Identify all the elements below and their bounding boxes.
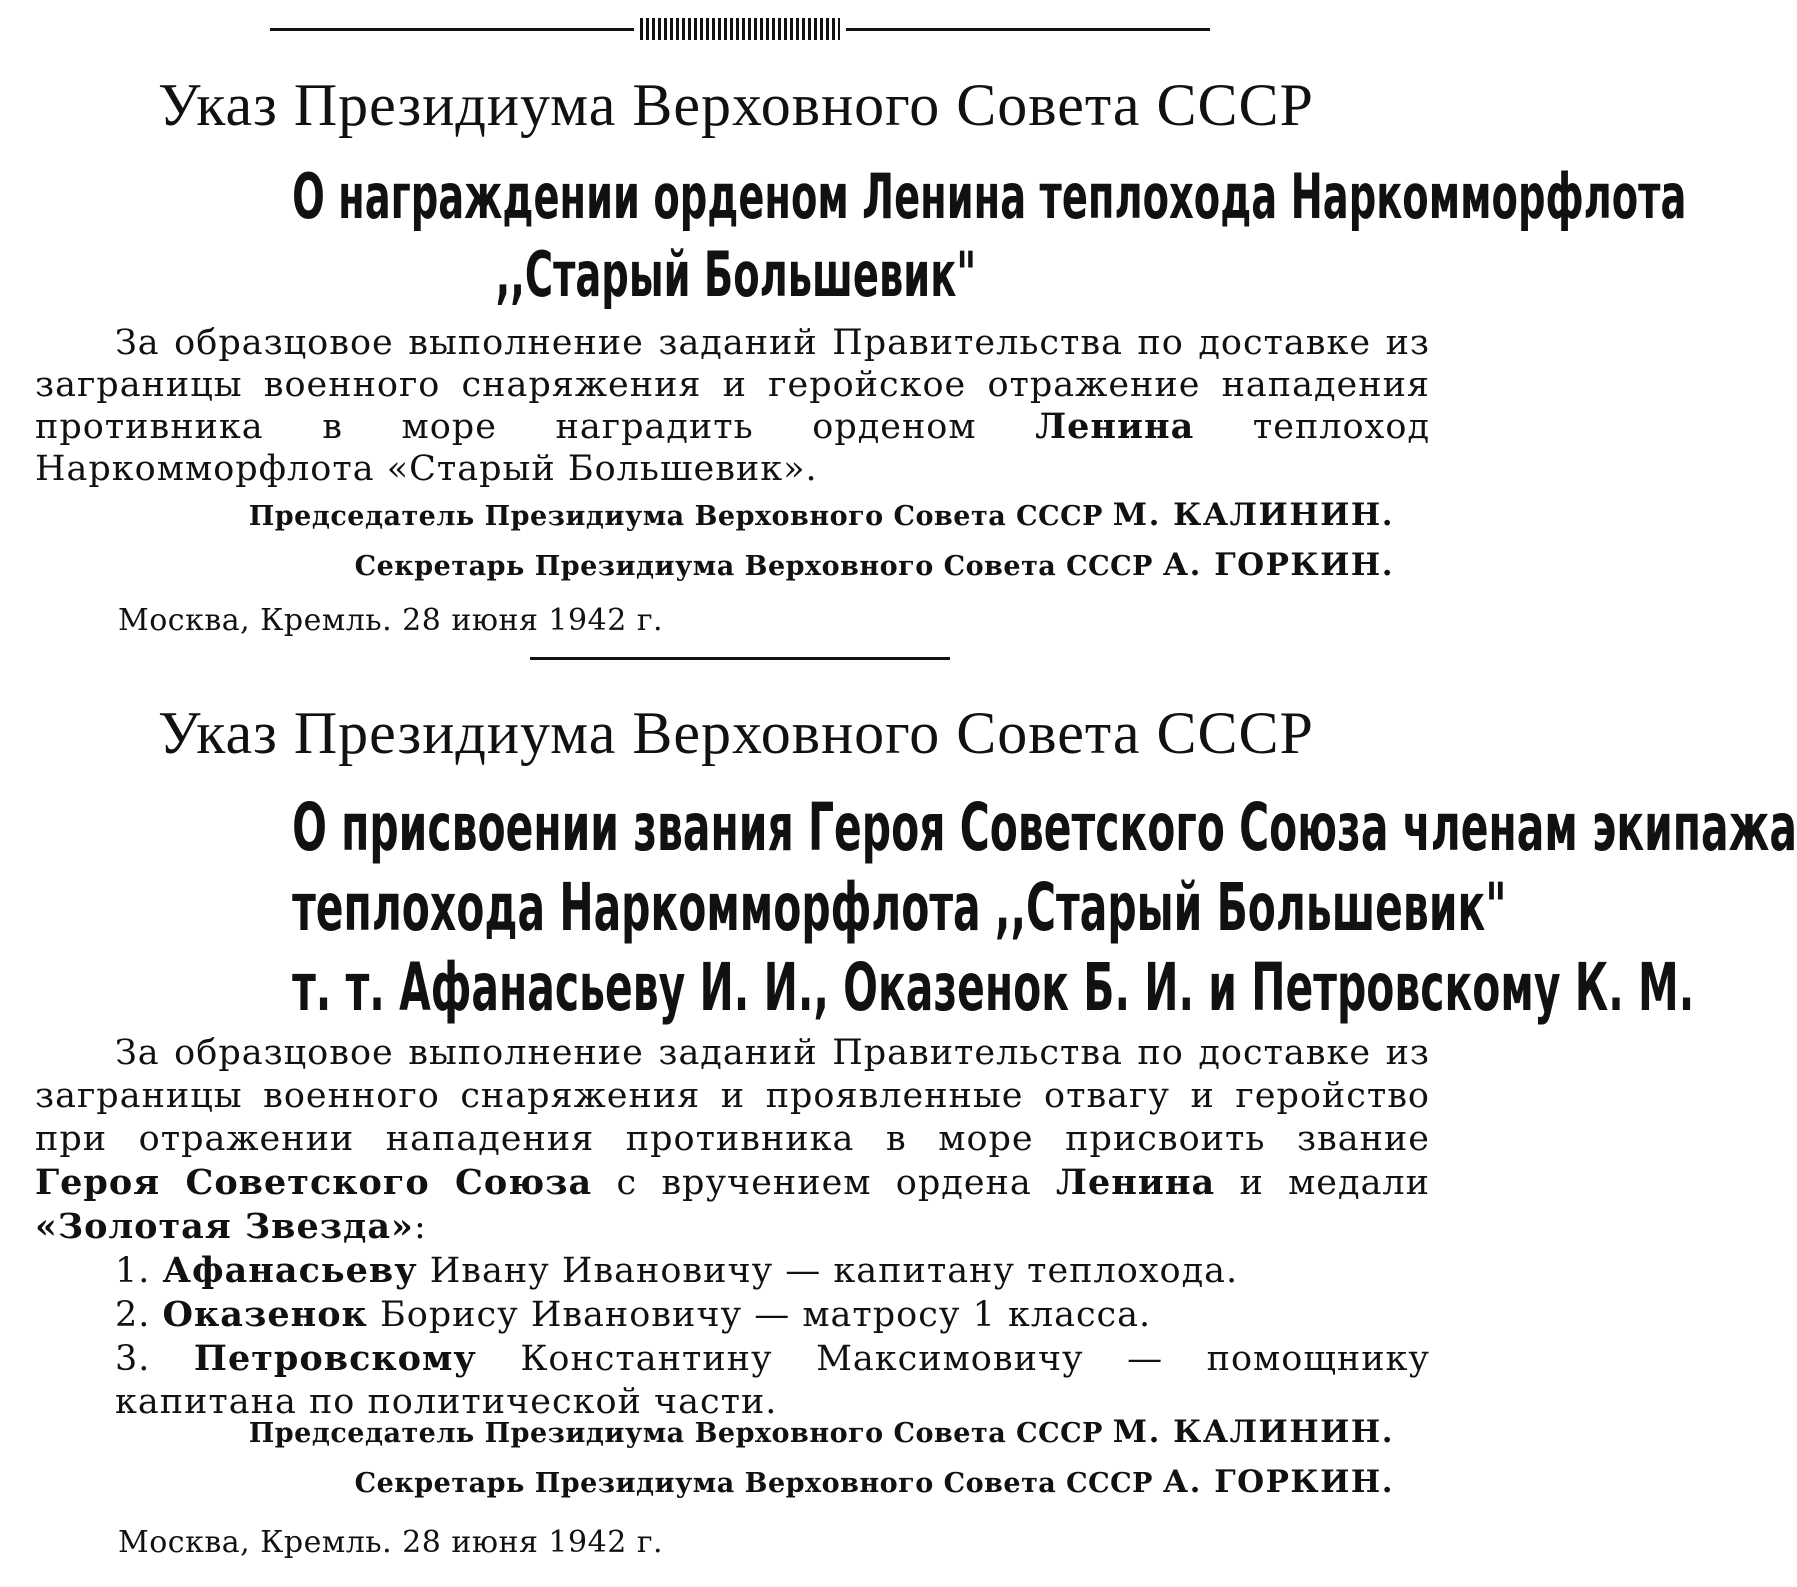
decree1-title-line2: ,,Старый Большевик" [495,238,977,311]
ornament-hatch [640,18,840,40]
awardee-num: 1. [115,1251,151,1291]
awardee-item-1 [35,1249,1430,1293]
decree1-heading: Указ Президиума Верховного Совета СССР [158,72,1314,138]
decree2-place-date: Москва, Кремль. 28 июня 1942 г. [118,1525,664,1560]
decree2-title [20,788,1797,1028]
awardee-item-3 [35,1337,1430,1424]
decree1-place-date: Москва, Кремль. 28 июня 1942 г. [118,603,664,638]
decree1-secretary [355,548,1394,584]
decree1-title [20,158,1687,314]
decree2-secretary-role: Секретарь Президиума Верховного Совета СССР [354,1468,1153,1499]
decree2-body-b3: «Золотая Звезда» [35,1206,414,1247]
decree1-body-bold: Ленина [1035,406,1195,447]
decree1-body-end: теплоход Наркомморфлота «Старый Большевик». [35,407,1430,489]
awardee-rest: Ивану Ивановичу — капитану теплохода. [417,1251,1239,1291]
decree2-body-p3: и медали [1215,1163,1430,1203]
awardee-item-2 [35,1293,1430,1337]
top-ornament [270,14,1210,44]
decree2-title-line2: теплохода Наркомморфлота ,,Старый Большевик" [292,869,1507,946]
decree2-heading: Указ Президиума Верховного Совета СССР [158,700,1314,766]
awardee-rest: Константину Максимовичу — помощнику капитана по политической части. [115,1339,1430,1422]
section-divider [530,657,950,660]
decree1-title-line1: О награждении орденом Ленина теплохода Наркомморфлота [292,160,1687,233]
awardee-num: 3. [115,1339,151,1379]
decree1-chairman [249,498,1394,534]
decree1-body-start: За образцовое выполнение заданий Правительства по доставке из заграницы военного снаряжения и геройское отражение нападения противника в море наградить орденом [35,323,1430,447]
decree1-chairman-role: Председатель Президиума Верховного Совета СССР [248,501,1103,532]
decree2-title-line1: О присвоении звания Героя Советского Союза членам экипажа [292,789,1797,866]
ornament-line-left [270,28,634,31]
decree2-title-line3: т. т. Афанасьеву И. И., Оказенок Б. И. и Петровскому К. М. [292,949,1695,1026]
decree2-body-b1: Героя Советского Союза [35,1162,593,1203]
decree1-body [35,322,1430,490]
decree2-secretary [355,1465,1394,1501]
awardee-name: Афанасьеву [162,1250,418,1291]
decree2-body-p1: За образцовое выполнение заданий Правительства по доставке из заграницы военного снаряжения и проявленные отвагу и геройство при отражении нападения противника в море присвоить звание [35,1033,1430,1159]
awardee-num: 2. [115,1295,151,1335]
decree2-chairman [249,1415,1394,1451]
decree2-body-p2: с вручением ордена [592,1163,1057,1203]
decree2-chairman-name: М. КАЛИНИН. [1112,1414,1394,1450]
decree1-secretary-name: А. ГОРКИН. [1162,547,1394,583]
decree1-chairman-name: М. КАЛИНИН. [1112,497,1394,533]
decree2-secretary-name: А. ГОРКИН. [1162,1464,1394,1500]
awardee-name: Петровскому [193,1338,477,1379]
decree1-secretary-role: Секретарь Президиума Верховного Совета СССР [354,551,1153,582]
awardee-name: Оказенок [162,1294,368,1335]
awardee-rest: Борису Ивановичу — матросу 1 класса. [367,1295,1152,1335]
decree2-body [35,1032,1430,1424]
ornament-line-right [846,28,1210,31]
decree2-body-b2: Ленина [1056,1162,1216,1203]
decree2-body-p4: : [413,1207,427,1247]
decree2-chairman-role: Председатель Президиума Верховного Совета СССР [248,1418,1103,1449]
